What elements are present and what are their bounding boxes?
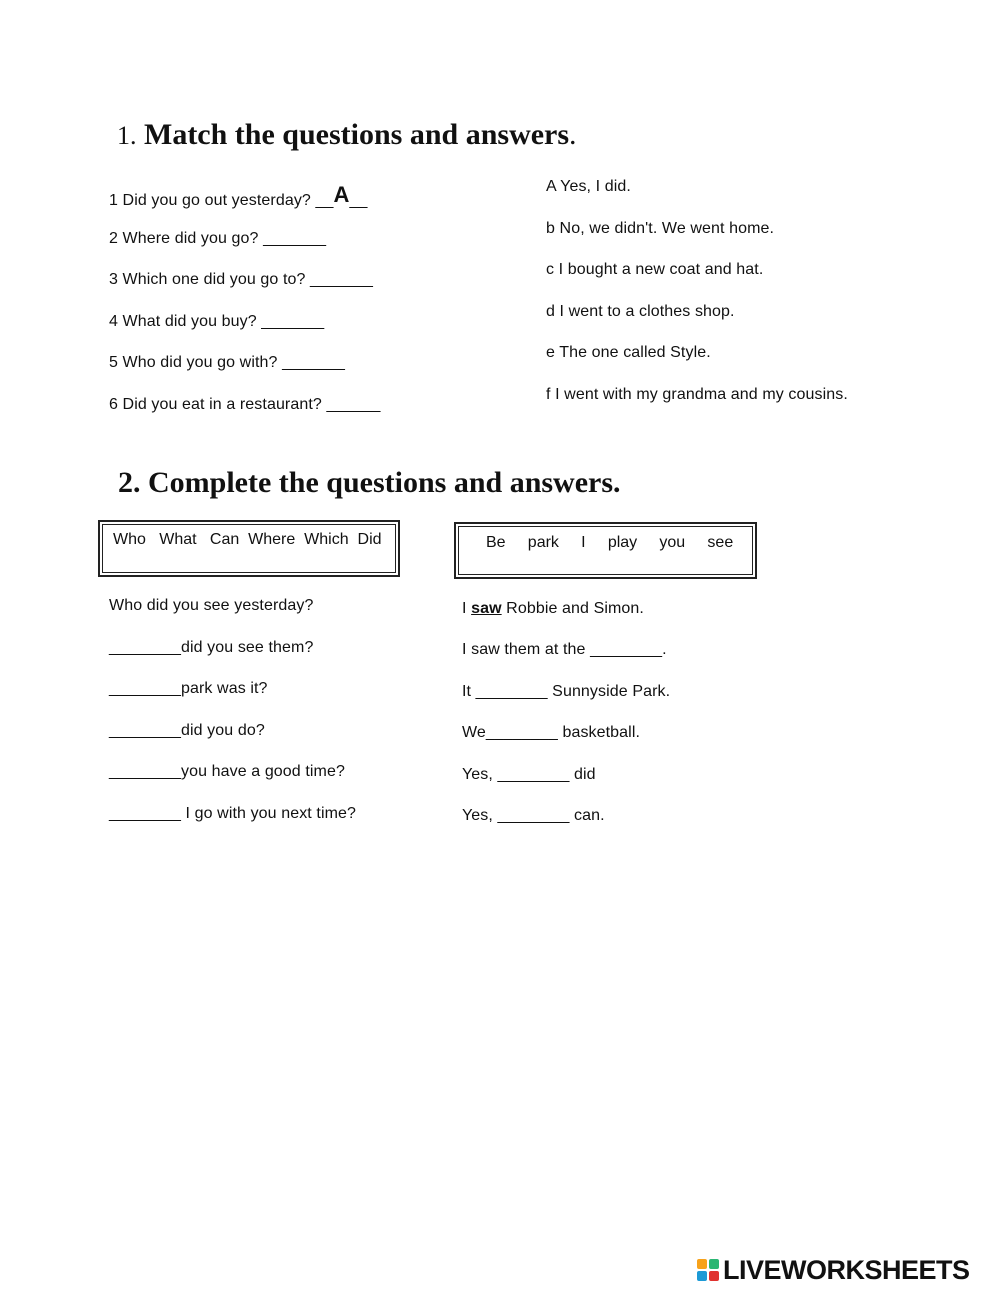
- complete-answer-4[interactable]: We________ basketball.: [462, 724, 641, 741]
- match-question-2[interactable]: 2 Where did you go? _______: [109, 230, 327, 247]
- section-1-heading: [117, 118, 577, 152]
- word-box-questions: [98, 520, 400, 577]
- match-question-1: [109, 182, 368, 211]
- complete-question-1: Who did you see yesterday?: [109, 597, 314, 614]
- section-1-number: 1.: [117, 121, 137, 150]
- match-question-3[interactable]: 3 Which one did you go to? _______: [109, 271, 374, 288]
- match-question-5[interactable]: 5 Who did you go with? _______: [109, 354, 346, 371]
- complete-question-4[interactable]: ________did you do?: [109, 722, 265, 739]
- match-question-1-blank: __: [349, 192, 368, 209]
- logo-icon: [697, 1259, 719, 1281]
- section-1-title: Match the questions and answers: [144, 118, 570, 151]
- match-option-c: c I bought a new coat and hat.: [546, 261, 764, 278]
- match-option-d: d I went to a clothes shop.: [546, 303, 735, 320]
- complete-answer-1-example-word: saw: [471, 600, 502, 617]
- logo-square-4: [709, 1271, 719, 1281]
- section-2-title: 2. Complete the questions and answers.: [118, 466, 621, 499]
- complete-answer-3[interactable]: It ________ Sunnyside Park.: [462, 683, 671, 700]
- match-question-1-text: 1 Did you go out yesterday? __: [109, 192, 334, 209]
- match-option-b: b No, we didn't. We went home.: [546, 220, 775, 237]
- complete-question-5[interactable]: ________you have a good time?: [109, 763, 345, 780]
- complete-question-3[interactable]: ________park was it?: [109, 680, 268, 697]
- logo-square-3: [697, 1271, 707, 1281]
- match-option-e: e The one called Style.: [546, 344, 711, 361]
- match-option-f: f I went with my grandma and my cousins.: [546, 386, 848, 403]
- word-box-answers: [454, 522, 757, 579]
- liveworksheets-logo: [697, 1256, 970, 1284]
- match-option-a: A Yes, I did.: [546, 178, 631, 195]
- section-1-title-end: .: [569, 118, 577, 151]
- complete-question-2[interactable]: ________did you see them?: [109, 639, 314, 656]
- logo-square-2: [709, 1259, 719, 1269]
- match-answer-1-input[interactable]: A: [333, 182, 350, 207]
- match-question-4[interactable]: 4 What did you buy? _______: [109, 313, 325, 330]
- logo-text: LIVEWORKSHEETS: [723, 1254, 970, 1285]
- complete-answer-1-after: Robbie and Simon.: [501, 600, 644, 617]
- complete-answer-5[interactable]: Yes, ________ did: [462, 766, 596, 783]
- word-box-questions-words: Who What Can Where Which Did: [113, 531, 382, 548]
- match-question-6[interactable]: 6 Did you eat in a restaurant? ______: [109, 396, 381, 413]
- complete-answer-1-before: I: [462, 600, 472, 617]
- complete-answer-2[interactable]: I saw them at the ________.: [462, 641, 667, 658]
- complete-question-6[interactable]: ________ I go with you next time?: [109, 805, 357, 822]
- complete-answer-6[interactable]: Yes, ________ can.: [462, 807, 605, 824]
- word-box-answers-words: Be park I play you see: [486, 534, 734, 551]
- logo-square-1: [697, 1259, 707, 1269]
- complete-answer-1: [462, 600, 644, 618]
